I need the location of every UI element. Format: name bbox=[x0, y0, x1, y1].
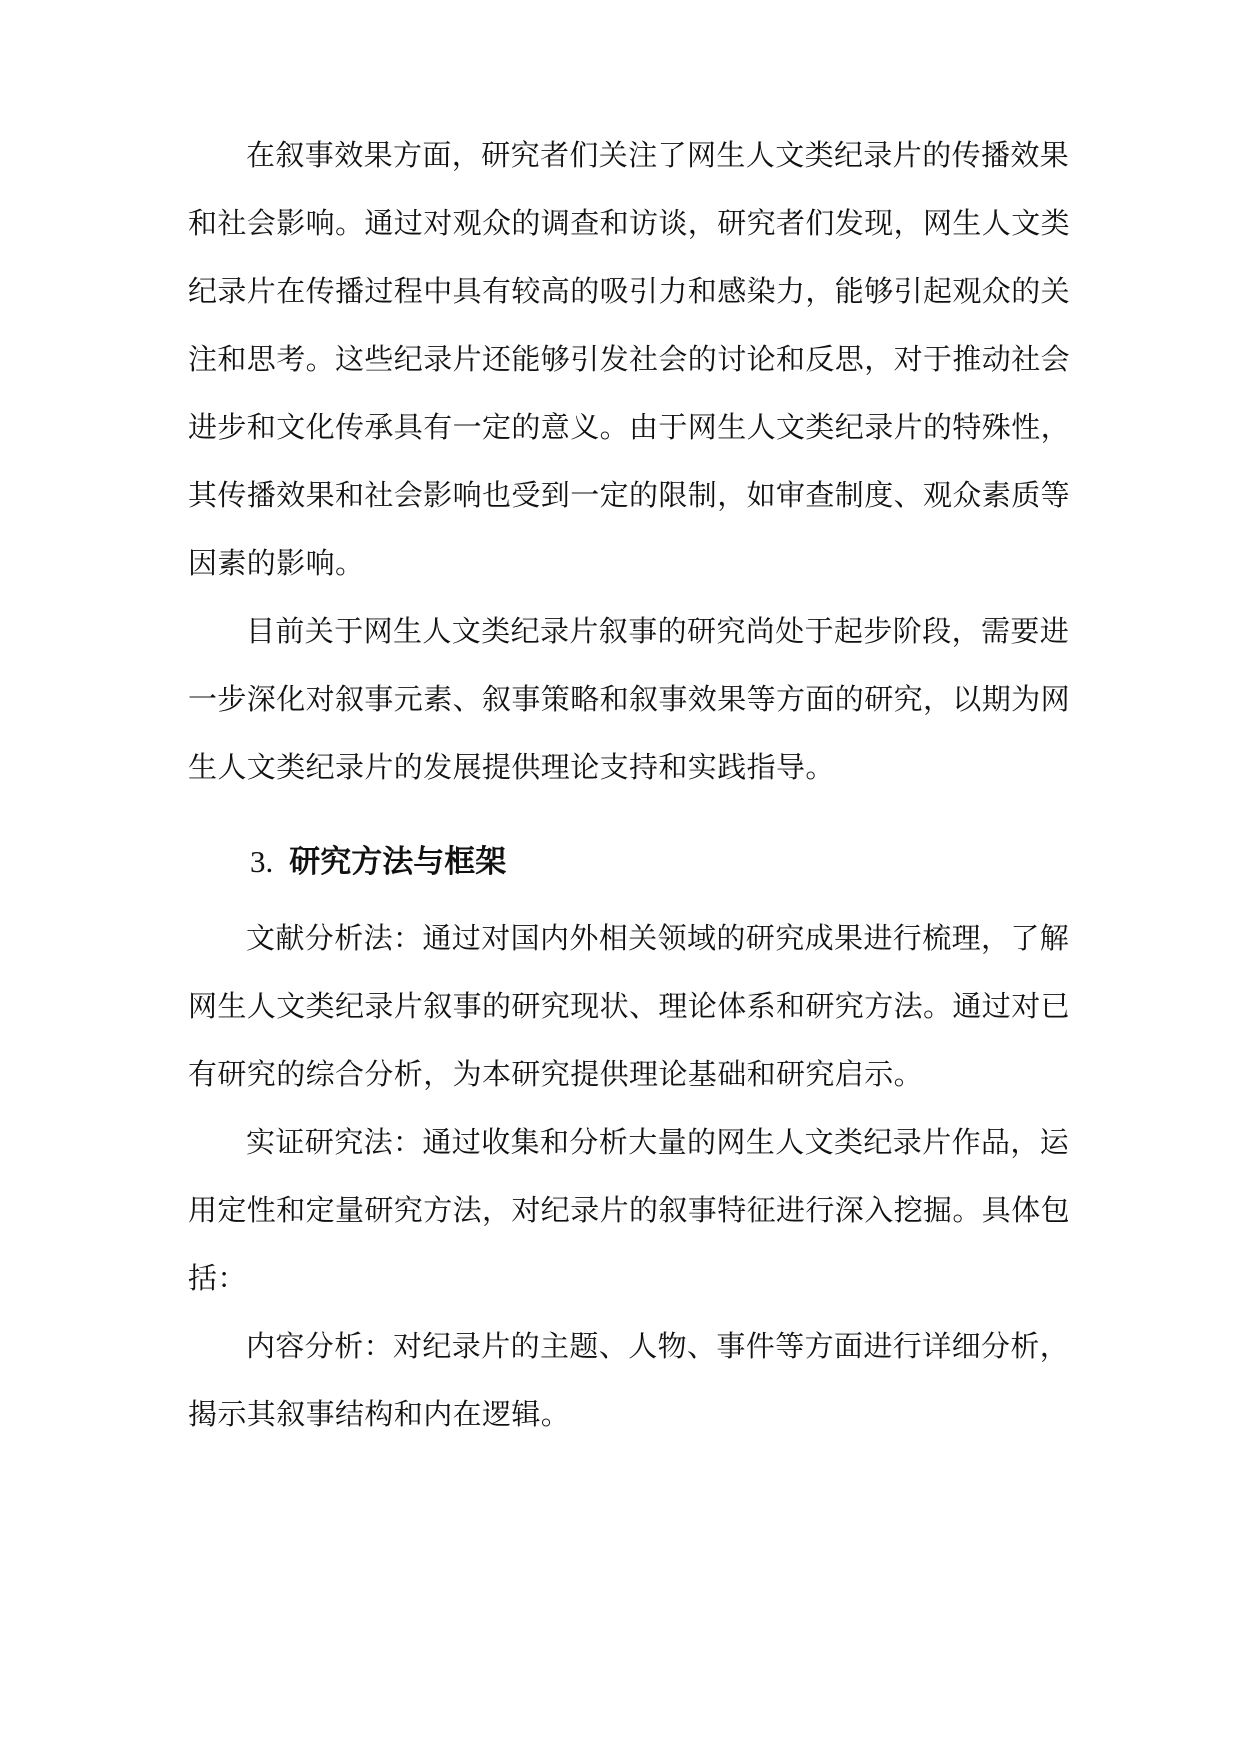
section-heading bbox=[250, 842, 506, 882]
section-number: 3. bbox=[250, 844, 274, 879]
text-line: 目前关于网生人文类纪录片叙事的研究尚处于起步阶段，需要进 bbox=[246, 614, 1070, 648]
text-line: 实证研究法：通过收集和分析大量的网生人文类纪录片作品，运 bbox=[246, 1125, 1070, 1159]
text-line: 因素的影响。 bbox=[188, 546, 365, 580]
text-line: 在叙事效果方面，研究者们关注了网生人文类纪录片的传播效果 bbox=[246, 138, 1070, 172]
text-line: 用定性和定量研究方法，对纪录片的叙事特征进行深入挖掘。具体包 bbox=[188, 1193, 1071, 1227]
text-line: 括： bbox=[188, 1261, 247, 1295]
text-line: 和社会影响。通过对观众的调查和访谈，研究者们发现，网生人文类 bbox=[188, 206, 1071, 240]
text-line: 进步和文化传承具有一定的意义。由于网生人文类纪录片的特殊性， bbox=[188, 410, 1071, 444]
text-line: 纪录片在传播过程中具有较高的吸引力和感染力，能够引起观众的关 bbox=[188, 274, 1071, 308]
text-line: 注和思考。这些纪录片还能够引发社会的讨论和反思，对于推动社会 bbox=[188, 342, 1071, 376]
text-line: 一步深化对叙事元素、叙事策略和叙事效果等方面的研究，以期为网 bbox=[188, 682, 1071, 716]
section-title: 研究方法与框架 bbox=[289, 844, 507, 880]
text-line: 网生人文类纪录片叙事的研究现状、理论体系和研究方法。通过对已 bbox=[188, 989, 1071, 1023]
text-line: 有研究的综合分析，为本研究提供理论基础和研究启示。 bbox=[188, 1057, 924, 1091]
text-line: 揭示其叙事结构和内在逻辑。 bbox=[188, 1397, 571, 1431]
text-line: 生人文类纪录片的发展提供理论支持和实践指导。 bbox=[188, 750, 835, 784]
text-line: 文献分析法：通过对国内外相关领域的研究成果进行梳理，了解 bbox=[246, 921, 1070, 955]
text-line: 其传播效果和社会影响也受到一定的限制，如审查制度、观众素质等 bbox=[188, 478, 1071, 512]
text-line: 内容分析：对纪录片的主题、人物、事件等方面进行详细分析， bbox=[246, 1329, 1070, 1363]
